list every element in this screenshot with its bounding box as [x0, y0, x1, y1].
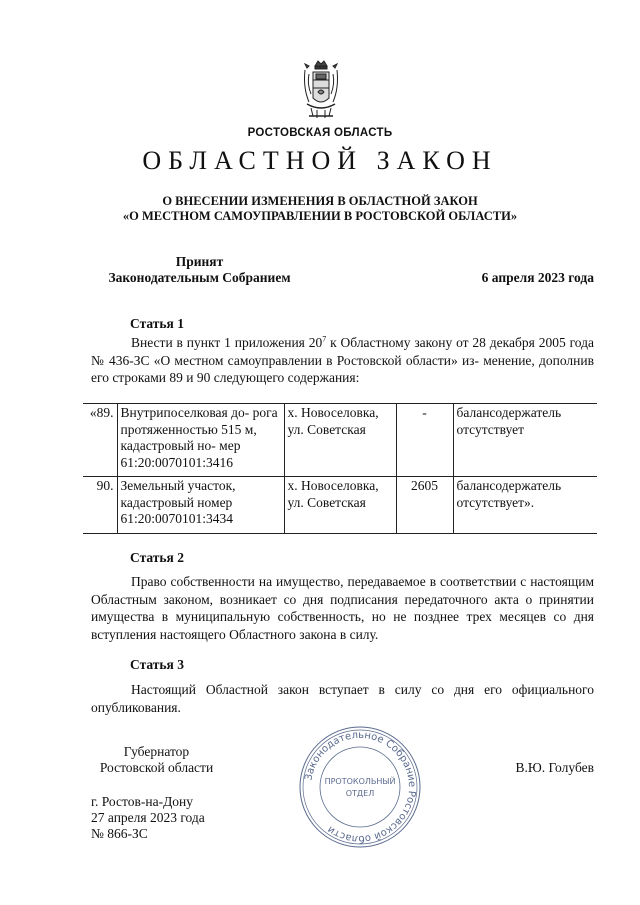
- article-1-text-start: Внести в пункт 1 приложения 20: [131, 335, 323, 350]
- property-address: х. Новоселовка, ул. Советская: [284, 477, 396, 534]
- property-quantity: -: [396, 404, 453, 477]
- property-address: х. Новоселовка, ул. Советская: [284, 404, 396, 477]
- region-name: РОСТОВСКАЯ ОБЛАСТЬ: [247, 127, 393, 139]
- property-holder: балансодержатель отсутствует».: [453, 477, 597, 534]
- article-1-superscript: 7: [322, 334, 327, 344]
- governor-position-line-1: Губернатор: [123, 744, 190, 759]
- adoption-line-1: Принят: [175, 254, 224, 269]
- adoption-block: [92, 254, 307, 286]
- row-number: «89.: [83, 404, 117, 477]
- signing-date: 27 апреля 2023 года: [91, 810, 205, 825]
- article-1-heading: Статья 1: [130, 316, 184, 331]
- law-title: [0, 194, 640, 224]
- table-row: [83, 404, 597, 477]
- property-holder: балансодержатель отсутствует: [453, 404, 597, 477]
- property-table: [83, 403, 597, 534]
- property-quantity: 2605: [396, 477, 453, 534]
- article-3-text: Настоящий Областной закон вступает в силу со дня его официального опубликования.: [91, 682, 594, 715]
- governor-position: [89, 744, 224, 776]
- document-type: ОБЛАСТНОЙ ЗАКОН: [142, 146, 498, 175]
- property-name: Земельный участок, кадастровый номер 61:20:0070101:3434: [117, 477, 284, 534]
- article-3-heading: Статья 3: [130, 657, 184, 672]
- adoption-line-2: Законодательным Собранием: [108, 270, 291, 285]
- stamp-center-line-2: ОТДЕЛ: [345, 789, 375, 798]
- article-2-heading: Статья 2: [130, 550, 184, 565]
- table-row: [83, 477, 597, 534]
- article-2-text: Право собственности на имущество, передаваемое в соответствии с настоящим Областным законом, возникает со дня подписания передаточного акта о принятии имущества в муниципальную собственность, но не позднее трех месяцев со дня вступления настоящего Областного закона в силу.: [91, 574, 594, 642]
- official-stamp: [298, 725, 422, 849]
- adoption-date: 6 апреля 2023 года: [481, 270, 594, 285]
- article-1-text: [91, 334, 594, 387]
- law-title-line-2: «О МЕСТНОМ САМОУПРАВЛЕНИИ В РОСТОВСКОЙ ОБЛАСТИ»: [122, 209, 518, 223]
- stamp-ring-text: Законодательное Собрание Ростовской области: [303, 729, 418, 845]
- governor-name: В.Ю. Голубев: [515, 760, 594, 775]
- article-1-text-end: к Областному закону от 28 декабря 2005 года № 436-ЗС «О местном самоуправлении в Ростовской области» из- менение, дополнив его строками 89 и 90 следующего содержания:: [91, 335, 594, 385]
- row-number: 90.: [83, 477, 117, 534]
- property-name: Внутрипоселковая до- рога протяженностью 515 м, кадастровый но- мер 61:20:0070101:3416: [117, 404, 284, 477]
- governor-position-line-2: Ростовской области: [99, 760, 214, 775]
- law-title-line-1: О ВНЕСЕНИИ ИЗМЕНЕНИЯ В ОБЛАСТНОЙ ЗАКОН: [162, 194, 478, 208]
- law-number: № 866-ЗС: [91, 826, 148, 841]
- signing-place: г. Ростов-на-Дону: [91, 794, 194, 809]
- stamp-center-line-1: ПРОТОКОЛЬНЫЙ: [324, 777, 396, 786]
- coat-of-arms-emblem: [301, 58, 341, 122]
